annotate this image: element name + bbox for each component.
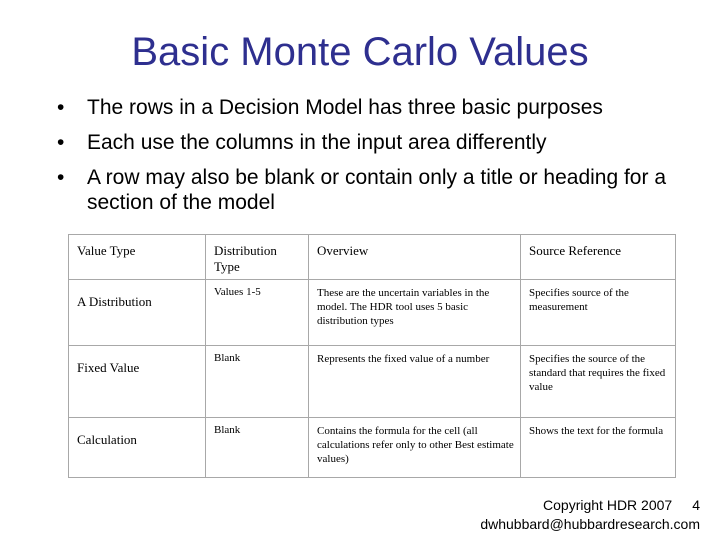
bullet-list	[57, 95, 707, 225]
bullet-text: A row may also be blank or contain only a title or heading for a section of the model	[87, 166, 666, 214]
copyright-text: Copyright HDR 2007	[543, 497, 673, 513]
header-cell-source-reference: Source Reference	[521, 235, 676, 280]
table-cell: Contains the formula for the cell (all calculations refer only to other Best estimate values)	[309, 418, 521, 478]
table-cell: Fixed Value	[69, 346, 206, 418]
table-cell: Blank	[206, 346, 309, 418]
bullet-icon: •	[57, 131, 65, 154]
header-cell-distribution-type: Distribution Type	[206, 235, 309, 280]
table-cell: These are the uncertain variables in the model. The HDR tool uses 5 basic distribution types	[309, 280, 521, 346]
header-cell-value-type: Value Type	[69, 235, 206, 280]
slide-title: Basic Monte Carlo Values	[131, 30, 589, 74]
table-cell: Specifies the source of the standard that requires the fixed value	[521, 346, 676, 418]
page-number: 4	[692, 497, 700, 513]
bullet-item	[57, 95, 707, 120]
table-cell: A Distribution	[69, 280, 206, 346]
bullet-icon: •	[57, 96, 65, 119]
table-cell: Shows the text for the formula	[521, 418, 676, 478]
table-row	[69, 418, 676, 478]
bullet-text: Each use the columns in the input area differently	[87, 131, 547, 154]
table-cell: Represents the fixed value of a number	[309, 346, 521, 418]
bullet-item	[57, 130, 707, 155]
email-text: dwhubbard@hubbardresearch.com	[480, 516, 700, 532]
bullet-text: The rows in a Decision Model has three basic purposes	[87, 96, 603, 119]
table-cell: Blank	[206, 418, 309, 478]
table-row	[69, 280, 676, 346]
header-cell-overview: Overview	[309, 235, 521, 280]
table-cell: Values 1-5	[206, 280, 309, 346]
table-row	[69, 346, 676, 418]
value-type-table	[68, 234, 676, 478]
slide-footer	[480, 496, 700, 534]
table-cell: Calculation	[69, 418, 206, 478]
table-cell: Specifies source of the measurement	[521, 280, 676, 346]
table-header-row	[69, 235, 676, 280]
bullet-icon: •	[57, 166, 65, 189]
bullet-item	[57, 165, 707, 215]
